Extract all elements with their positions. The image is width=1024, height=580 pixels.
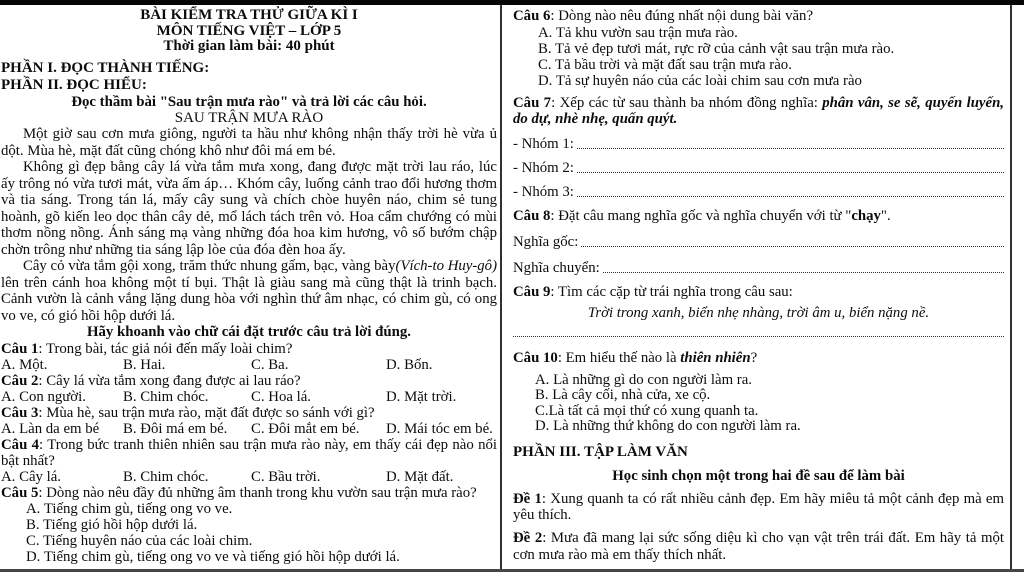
question-6-options [513, 25, 1004, 89]
question-8-answer-lines [513, 234, 1004, 276]
passage-author: (Vích-to Huy-gô) [395, 258, 497, 274]
answer-line [513, 184, 1004, 200]
question-7-word-list: phân vân, se sẽ, quyến luyến, do dự, nhè nhẹ, quấn quýt. [513, 94, 1004, 127]
answer-option: B. Chim chóc. [123, 468, 209, 485]
answer-option: C.Là tất cả mọi thứ có xung quanh ta. [535, 402, 759, 419]
essay-topic [513, 491, 1004, 523]
question-2-text: : Cây lá vừa tắm xong đang được ai lau ráo? [38, 372, 301, 389]
answer-option: B. Đôi má em bé. [123, 420, 228, 437]
answer-option: C. Hoa lá. [251, 388, 311, 405]
essay-topic-label: Đề 1 [513, 491, 542, 507]
answer-option: C. Tiếng huyên náo của các loài chim. [26, 532, 253, 549]
question-5-options [1, 501, 497, 565]
part2-heading: PHẦN II. ĐỌC HIỂU: [1, 76, 147, 93]
answer-line-label: Nghĩa chuyển: [513, 260, 600, 276]
question-10-text-before: : Em hiểu thế nào là [557, 350, 681, 366]
question-4-text: : Trong bức tranh thiên nhiên sau trận mưa rào này, em thấy cái đẹp nào nổi bật nhất? [1, 436, 497, 469]
question-7-stem [513, 95, 1004, 128]
question-8-text-before: : Đặt câu mang nghĩa gốc và nghĩa chuyển với từ " [550, 207, 852, 224]
dotted-answer-line [603, 260, 1004, 273]
question-9-label: Câu 9 [513, 284, 551, 300]
question-7-answer-groups [513, 136, 1004, 200]
question-5-label: Câu 5 [1, 484, 39, 501]
reading-instruction: Đọc thầm bài "Sau trận mưa rào" và trả lời các câu hỏi. [71, 93, 427, 110]
answer-option: C. Ba. [251, 356, 289, 373]
essay-topics [513, 491, 1004, 563]
question-6-label: Câu 6 [513, 8, 551, 24]
question-3-stem [1, 405, 497, 421]
question-1-text: : Trong bài, tác giả nói đến mấy loài chim? [38, 340, 293, 357]
answer-option: D. Mái tóc em bé. [386, 420, 493, 437]
essay-topic-text: : Xung quanh ta có rất nhiều cảnh đẹp. Em hãy miêu tả một cảnh đẹp mà em yêu thích. [513, 491, 1004, 524]
question-8-label: Câu 8 [513, 207, 551, 224]
answer-option: A. Con người. [1, 388, 86, 405]
question-10-text-after: ? [750, 350, 758, 366]
question-9-text: : Tìm các cặp từ trái nghĩa trong câu sau: [550, 284, 793, 300]
question-9-sentence: Trời trong xanh, biển nhẹ nhàng, trời âm u, biển nặng nề. [587, 304, 930, 321]
essay-topic [513, 530, 1004, 562]
passage-paragraph-3-text: Cây cỏ vừa tắm gội xong, trăm thức nhung gấm, bạc, vàng bày lên trên cánh hoa không một tí bụi. Thật là giàu sang mà cũng thật là trinh bạch. Cảnh vườn là cảnh vắng lặng dung hòa với nghìn thứ âm nhạc, có chim gù, có ong vo ve, có gió hồi hộp dưới lá. [1, 258, 497, 324]
passage-paragraph-1: Một giờ sau cơn mưa giông, người ta hầu như không nhận thấy trời hè vừa ủ dột. Mùa hè, mặt đất cũng chóng khô như đôi má em bé. [1, 126, 497, 159]
answer-line-label: - Nhóm 1: [513, 135, 574, 152]
answer-option: D. Mặt trời. [386, 388, 457, 405]
part3-heading: PHẦN III. TẬP LÀM VĂN [513, 443, 688, 460]
question-5 [1, 485, 497, 565]
answer-option: D. Tiếng chim gù, tiếng ong vo ve và tiếng gió hồi hộp dưới lá. [26, 548, 400, 565]
answer-option: C. Đôi mắt em bé. [251, 420, 360, 437]
answer-option: C. Tả bầu trời và mặt đất sau trận mưa rào. [538, 56, 792, 73]
answer-line-label: Nghĩa gốc: [513, 234, 579, 250]
question-7-text: : Xếp các từ sau thành ba nhóm đồng nghĩa: [551, 94, 823, 111]
question-10 [513, 350, 1004, 435]
answer-line-label: - Nhóm 2: [513, 159, 574, 176]
part1-heading: PHẦN I. ĐỌC THÀNH TIẾNG: [1, 59, 210, 76]
passage-paragraph-3 [1, 258, 497, 324]
question-4-options [1, 469, 497, 485]
question-6 [513, 8, 1004, 89]
answer-option: A. Tiếng chim gù, tiếng ong vo ve. [26, 500, 233, 517]
answer-option: B. Hai. [123, 356, 166, 373]
question-10-options [513, 373, 1004, 435]
answer-option: C. Bầu trời. [251, 468, 321, 485]
answer-option: B. Tiếng gió hồi hộp dưới lá. [26, 516, 198, 533]
answer-line [513, 234, 1004, 250]
dotted-answer-line [577, 184, 1004, 197]
question-1-options [1, 357, 497, 373]
right-column [502, 5, 1012, 569]
answer-option: A. Tả khu vườn sau trận mưa rào. [538, 24, 738, 41]
question-2-stem [1, 373, 497, 389]
question-1-stem [1, 341, 497, 357]
answer-line-label: - Nhóm 3: [513, 183, 574, 200]
question-6-stem [513, 8, 1004, 25]
question-7 [513, 95, 1004, 200]
answer-line [513, 136, 1004, 152]
answer-option: B. Tả vẻ đẹp tươi mát, rực rỡ của cảnh vật sau trận mưa rào. [538, 40, 895, 57]
question-6-text: : Dòng nào nêu đúng nhất nội dung bài văn? [550, 8, 814, 24]
question-2-label: Câu 2 [1, 372, 39, 389]
question-10-stem [513, 350, 1004, 367]
question-4 [1, 437, 497, 485]
question-10-label: Câu 10 [513, 350, 558, 366]
question-9 [513, 284, 1004, 337]
answer-option: D. Tả sự huyên náo của các loài chim sau cơn mưa rào [538, 72, 862, 89]
answer-option: A. Là những gì do con người làm ra. [535, 371, 753, 388]
part3-instruction: Học sinh chọn một trong hai đề sau để làm bài [612, 467, 905, 484]
multiple-choice-instruction: Hãy khoanh vào chữ cái đặt trước câu trả lời đúng. [87, 324, 411, 340]
question-7-label: Câu 7 [513, 94, 552, 111]
question-8-text-after: ". [880, 207, 891, 224]
question-2-options [1, 389, 497, 405]
answer-option: D. Bốn. [386, 356, 433, 373]
question-3 [1, 405, 497, 437]
passage-paragraph-2: Không gì đẹp bằng cây lá vừa tắm mưa xong, đang được mặt trời lau ráo, lúc ấy trông nó vừa tươi mát, vừa ấm áp… Khóm cây, luống cảnh trao đổi hương thơm và tia sáng. Trong tán lá, mấy cây sung và chích chòe huyên náo, chim sẻ tung hoành, gõ kiến leo dọc thân cây dẻ, mổ lách tách trên vỏ. Hoa cẩm chướng có mùi thơm nồng nồng. Ánh sáng mạ vàng những đóa hoa kim hương, vô số bướm chập chờn trông như những tia sáng lập lòe của đóa đèn hoa ấy. [1, 159, 497, 258]
answer-option: B. Là cây cối, nhà cửa, xe cộ. [535, 387, 711, 403]
answer-option: D. Mặt đất. [386, 468, 454, 485]
answer-line [513, 160, 1004, 176]
dotted-answer-line [577, 136, 1004, 149]
exam-duration: Thời gian làm bài: 40 phút [163, 38, 335, 54]
left-column [0, 5, 502, 569]
question-8-keyword: chạy [851, 207, 881, 224]
dotted-answer-line [581, 234, 1004, 247]
dotted-answer-line [513, 335, 1004, 337]
answer-option: A. Cây lá. [1, 468, 61, 485]
question-9-stem [513, 284, 1004, 301]
answer-line [513, 260, 1004, 276]
exam-sheet [0, 5, 1012, 569]
question-3-text: : Mùa hè, sau trận mưa rào, mặt đất được so sánh với gì? [38, 404, 375, 421]
question-3-label: Câu 3 [1, 404, 39, 421]
essay-topic-text: : Mưa đã mang lại sức sống diệu kì cho vạn vật trên trái đất. Em hãy tả một cơn mưa rào mà em thấy thích nhất. [513, 530, 1004, 563]
question-5-text: : Dòng nào nêu đầy đủ những âm thanh trong khu vườn sau trận mưa rào? [38, 484, 477, 501]
answer-option: A. Một. [1, 356, 48, 373]
passage-title: SAU TRẬN MƯA RÀO [174, 109, 324, 126]
answer-option: D. Là những thứ không do con người làm ra. [535, 418, 801, 434]
question-10-keyword: thiên nhiên [680, 350, 751, 366]
question-4-label: Câu 4 [1, 436, 40, 453]
question-1 [1, 341, 497, 373]
question-2 [1, 373, 497, 405]
bottom-border-bar [0, 569, 1024, 572]
essay-topic-label: Đề 2 [513, 530, 543, 547]
exam-title: BÀI KIỂM TRA THỬ GIỮA KÌ I [140, 7, 358, 23]
answer-option: B. Chim chóc. [123, 388, 209, 405]
question-4-stem [1, 437, 497, 469]
question-5-stem [1, 485, 497, 501]
question-8-stem [513, 208, 1004, 225]
dotted-answer-line [577, 160, 1004, 173]
answer-option: A. Làn da em bé [1, 420, 100, 437]
question-8 [513, 208, 1004, 277]
question-3-options [1, 421, 497, 437]
exam-subject: MÔN TIẾNG VIỆT – LỚP 5 [156, 22, 342, 39]
question-1-label: Câu 1 [1, 340, 39, 357]
